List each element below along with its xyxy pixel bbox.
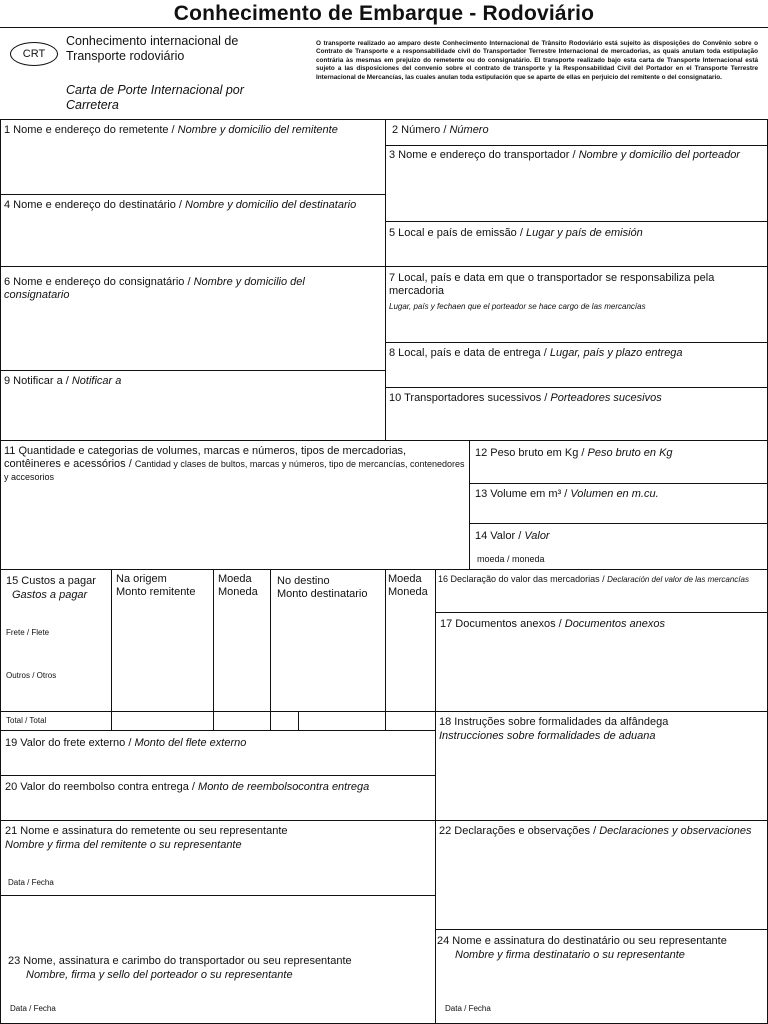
- col-origin-header: Na origem Monto remitente: [116, 573, 196, 598]
- line-b3: [385, 221, 768, 222]
- line-b15: [0, 730, 435, 731]
- box-16-label: 16 Declaração do valor das mercadorias / Declaración del valor de las mercancías: [438, 574, 749, 584]
- costs-col1: [111, 569, 112, 730]
- box-24-label: 24 Nome e assinatura do destinatário ou seu representante: [437, 935, 727, 947]
- crt-logo: CRT: [10, 42, 58, 66]
- box-1-label: 1 Nome e endereço do remetente / Nombre y domicilio del remitente: [4, 124, 338, 136]
- col-destination-header: No destino Monto destinatario: [277, 575, 368, 600]
- costs-total-label: Total / Total: [6, 716, 47, 725]
- header-title-pt: Conhecimento internacional de Transporte rodoviário: [66, 34, 239, 63]
- costs-total-split: [298, 711, 299, 730]
- box-18-label-es: Instrucciones sobre formalidades de aduana: [439, 730, 656, 742]
- costs-other-label: Outros / Otros: [6, 671, 57, 680]
- line-b21: [0, 895, 435, 896]
- box-14-label: 14 Valor / Valor: [475, 530, 550, 542]
- line-b17: [435, 711, 768, 712]
- line-b7: [385, 342, 768, 343]
- box-4-label: 4 Nome e endereço do destinatário / Nombre y domicilio del destinatario: [4, 199, 357, 211]
- line-b9-b10: [0, 440, 768, 441]
- col-currency-1-header: Moeda Moneda: [218, 573, 258, 598]
- line-b4: [0, 266, 385, 267]
- box-7-label-es: Lugar, país y fechaen que el porteador se hace cargo de las mercancías: [389, 302, 646, 311]
- box-23-date-label: Data / Fecha: [10, 1004, 56, 1013]
- box-5-label: 5 Local e país de emissão / Lugar y país de emisión: [389, 227, 643, 239]
- costs-col4: [385, 569, 386, 730]
- costs-col3: [270, 569, 271, 730]
- box-23-label-es: Nombre, firma y sello del porteador o su representante: [26, 969, 293, 981]
- box-15-label-es: Gastos a pagar: [12, 589, 88, 601]
- box-15-label: 15 Custos a pagar: [6, 575, 96, 587]
- box-13-label: 13 Volume em m³ / Volumen en m.cu.: [475, 488, 659, 500]
- line-b22: [435, 929, 768, 930]
- box-8-label: 8 Local, país e data de entrega / Lugar, país y plazo entrega: [389, 347, 683, 359]
- line-b12: [469, 483, 768, 484]
- divider-b11: [469, 440, 470, 569]
- box-6-label: 6 Nome e endereço do consignatário / Nombre y domicilio del consignatario: [4, 276, 305, 301]
- line-b5: [385, 266, 768, 267]
- title-divider: [0, 27, 768, 28]
- costs-freight-label: Frete / Flete: [6, 628, 50, 637]
- line-b19: [0, 775, 435, 776]
- box-11-label: 11 Quantidade e categorias de volumes, marcas e números, tipos de mercadorias, contêineres e acessórios / Cantidad y clases de bultos, marcas y números, tipo de mercancías, contenedores y accesorios: [4, 445, 465, 482]
- box-22-label: 22 Declarações e observações / Declaraciones y observaciones: [439, 825, 752, 837]
- document-title: Conhecimento de Embarque - Rodoviário: [173, 2, 595, 25]
- box-19-label: 19 Valor do frete externo / Monto del flete externo: [5, 737, 247, 749]
- box-24-date-label: Data / Fecha: [445, 1004, 491, 1013]
- box-21-date-label: Data / Fecha: [8, 878, 54, 887]
- box-2-label: 2 Número / Número: [392, 124, 489, 136]
- box-12-label: 12 Peso bruto em Kg / Peso bruto en Kg: [475, 447, 673, 459]
- legal-text: O transporte realizado ao amparo deste Conhecimento Internacional de Trânsito Rodoviário está sujeito às disposições do Convênio sobre o Contrato de Transporte e a responsabilidade civil do Transportador Terrestre Internacional de mercadorias, as quais anulam toda estipulação contrária às mesmas em prejuízo do remetente ou do consignatário. El transporte realizado bajo esta carta de Transporte Internacional está sujeto a las disposiciones del convenio sobre el contrato de transporte y la Responsabilidad Civil del Portador en el Transporte Terrestre Internacional de Mercancías, las cuales anulan toda estipulación que se aparte de ellas en perjuicio del remitente o del consignatario.: [316, 40, 758, 81]
- box-21-label-es: Nombre y firma del remitente o su representante: [5, 839, 242, 851]
- box-9-label: 9 Notificar a / Notificar a: [4, 375, 122, 387]
- line-b16: [435, 612, 768, 613]
- box-24-label-es: Nombre y firma destinatario o su representante: [455, 949, 685, 961]
- col-currency-2-header: Moeda Moneda: [388, 573, 428, 598]
- box-20-label: 20 Valor do reembolso contra entrega / Monto de reembolsocontra entrega: [5, 781, 370, 793]
- header-title-es: Carta de Porte Internacional por Carretera: [66, 83, 244, 112]
- costs-total-line: [0, 711, 435, 712]
- box-23-label: 23 Nome, assinatura e carimbo do transportador ou seu representante: [8, 955, 352, 967]
- line-b8: [385, 387, 768, 388]
- box-10-label: 10 Transportadores sucessivos / Porteadores sucesivos: [389, 392, 662, 404]
- box-14-currency: moeda / moneda: [477, 554, 545, 564]
- box-7-label: 7 Local, país e data em que o transportador se responsabiliza pela mercadoria: [389, 272, 715, 297]
- line-b1: [0, 194, 385, 195]
- box-3-label: 3 Nome e endereço do transportador / Nombre y domicilio del porteador: [389, 149, 740, 161]
- upper-center-divider: [385, 119, 386, 440]
- box-18-label: 18 Instruções sobre formalidades da alfândega: [439, 716, 669, 728]
- costs-col2: [213, 569, 214, 730]
- form-top-border: [0, 119, 768, 120]
- box-17-label: 17 Documentos anexos / Documentos anexos: [440, 618, 666, 630]
- line-b11-b14: [0, 569, 768, 570]
- line-b20-b18: [0, 820, 768, 821]
- form-left-border: [0, 119, 1, 1024]
- line-b13: [469, 523, 768, 524]
- box-21-label: 21 Nome e assinatura do remetente ou seu representante: [5, 825, 288, 837]
- lower-center-divider: [435, 569, 436, 1024]
- line-b2: [385, 145, 768, 146]
- line-b6: [0, 370, 385, 371]
